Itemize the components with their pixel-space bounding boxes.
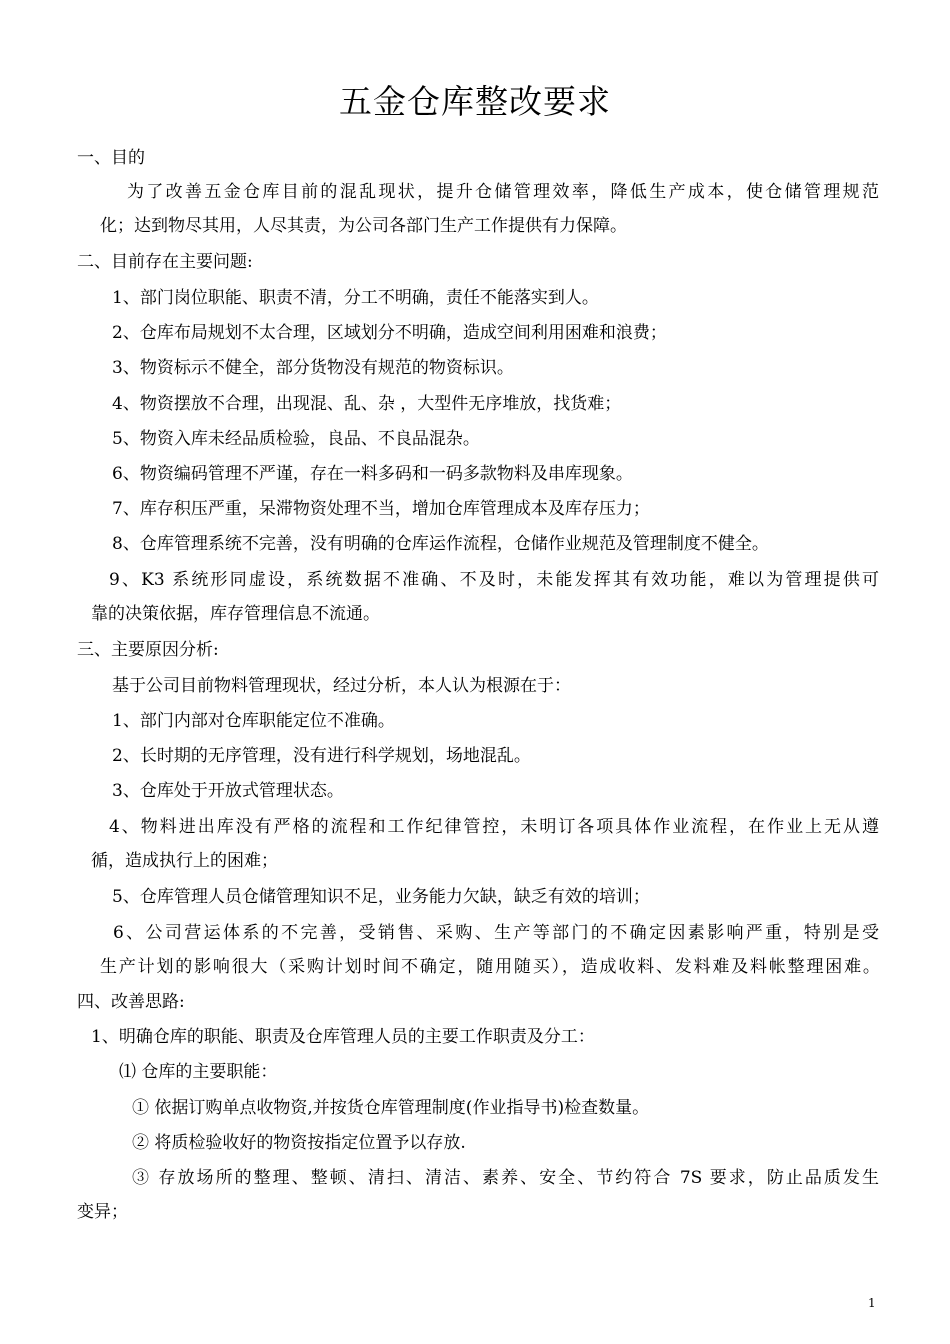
numbered-item: ③ 存放场所的整理、整顿、清扫、清洁、素养、安全、节约符合 7S 要求，防止品质发生 [132, 1168, 879, 1188]
list-item: 2、长时期的无序管理，没有进行科学规划，场地混乱。 [112, 746, 531, 766]
list-item: 1、部门岗位职能、职责不清，分工不明确，责任不能落实到人。 [112, 288, 599, 308]
list-item: 5、物资入库未经品质检验，良品、不良品混杂。 [112, 429, 480, 449]
list-item: 3、物资标示不健全，部分货物没有规范的物资标识。 [112, 358, 514, 378]
section-heading-improvement: 四、改善思路: [77, 992, 185, 1012]
numbered-item-continuation: 变异； [77, 1202, 128, 1222]
list-item: 4、物料进出库没有严格的流程和工作纪律管控，未明订各项具体作业流程，在作业上无从遵 [109, 817, 879, 837]
list-item: 1、明确仓库的职能、职责及仓库管理人员的主要工作职责及分工： [91, 1027, 595, 1047]
list-item: 4、物资摆放不合理，出现混、乱、杂 ，大型件无序堆放，找货难； [112, 394, 622, 414]
section-heading-problems: 二、目前存在主要问题: [77, 252, 253, 272]
sub-list-item: ⑴ 仓库的主要职能： [119, 1062, 278, 1082]
list-item-continuation: 循，造成执行上的困难； [91, 851, 278, 871]
list-item: 3、仓库处于开放式管理状态。 [112, 781, 344, 801]
list-item: 9、K3 系统形同虚设，系统数据不准确、不及时，未能发挥其有效功能，难以为管理提供可 [109, 570, 879, 590]
list-item: 7、库存积压严重，呆滞物资处理不当，增加仓库管理成本及库存压力； [112, 499, 650, 519]
section-heading-purpose: 一、目的 [77, 148, 145, 168]
list-item: 5、仓库管理人员仓储管理知识不足，业务能力欠缺，缺乏有效的培训； [112, 887, 650, 907]
list-item: 2、仓库布局规划不太合理，区域划分不明确，造成空间利用困难和浪费； [112, 323, 667, 343]
paragraph-line: 基于公司目前物料管理现状，经过分析，本人认为根源在于： [112, 676, 571, 696]
document-title: 五金仓库整改要求 [339, 82, 611, 121]
list-item: 6、物资编码管理不严谨，存在一料多码和一码多款物料及串库现象。 [112, 464, 633, 484]
section-heading-causes: 三、主要原因分析: [77, 640, 219, 660]
list-item-continuation: 生产计划的影响很大（采购计划时间不确定，随用随买），造成收料、发料难及料帐整理困难。 [100, 957, 879, 977]
paragraph-line: 化；达到物尽其用，人尽其责，为公司各部门生产工作提供有力保障。 [100, 216, 627, 236]
list-item: 1、部门内部对仓库职能定位不准确。 [112, 711, 395, 731]
list-item: 8、仓库管理系统不完善，没有明确的仓库运作流程，仓储作业规范及管理制度不健全。 [112, 534, 769, 554]
numbered-item: ① 依据订购单点收物资,并按货仓库管理制度(作业指导书)检查数量。 [132, 1098, 650, 1118]
paragraph-line: 为了改善五金仓库目前的混乱现状，提升仓储管理效率，降低生产成本，使仓储管理规范 [127, 182, 879, 202]
list-item: 6、公司营运体系的不完善，受销售、采购、生产等部门的不确定因素影响严重，特别是受 [113, 923, 879, 943]
list-item-continuation: 靠的决策依据，库存管理信息不流通。 [91, 604, 380, 624]
numbered-item: ② 将质检验收好的物资按指定位置予以存放. [132, 1133, 466, 1153]
page-number: 1 [868, 1296, 876, 1310]
